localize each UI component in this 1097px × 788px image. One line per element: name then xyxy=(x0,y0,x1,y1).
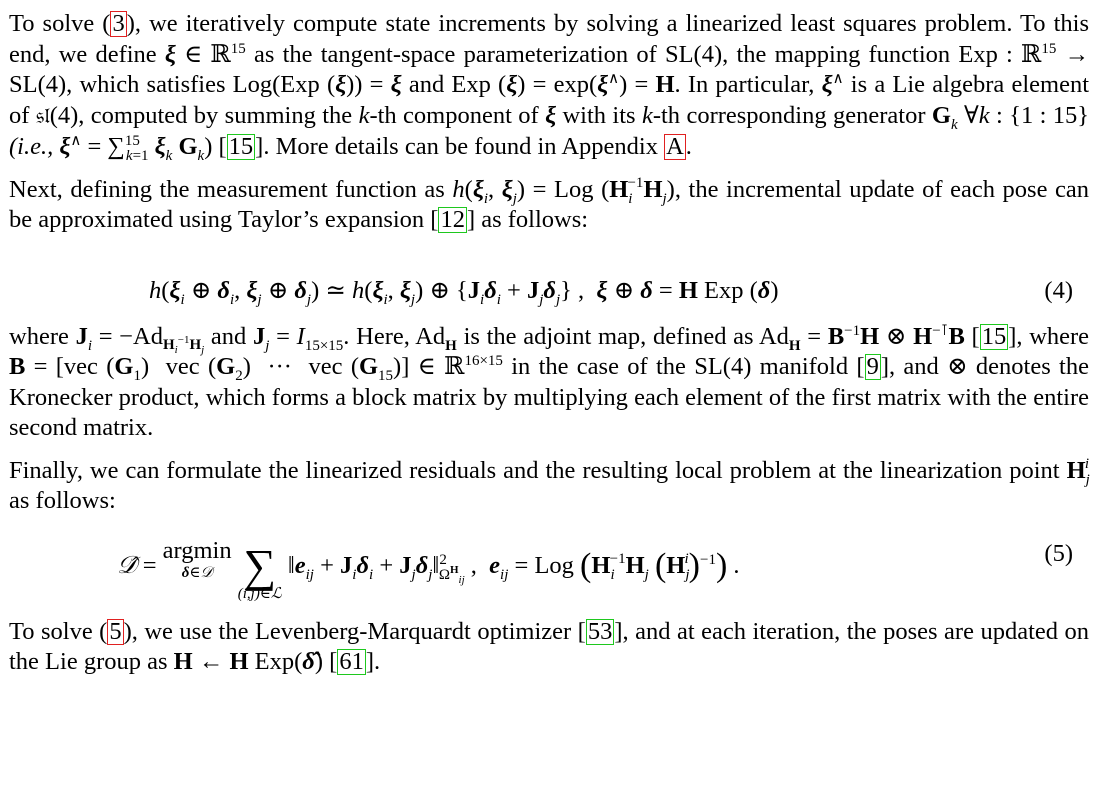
math: ξ∧ xyxy=(821,70,844,98)
math: H ← H Exp(δ̂) xyxy=(173,648,324,675)
math: k xyxy=(358,101,370,129)
text: . Here, xyxy=(343,322,410,350)
text: , computed by summing the xyxy=(78,101,353,129)
text: ], and ⊗ denotes the Kronecker product, which forms a block matrix by multiplying each element of the first matrix with the entire second matrix. xyxy=(9,353,1089,441)
text: which satisfies xyxy=(79,71,226,98)
math: $Ad_H = B^{-1}H$ ⊗ H−⊺B xyxy=(758,322,965,354)
ref-9-link[interactable]: 9 xyxy=(866,353,879,380)
math: $H_j^i$ xyxy=(1066,456,1090,488)
text: manifold [ xyxy=(759,353,865,380)
text: is the adjoint map, defined as xyxy=(463,322,754,350)
text: where xyxy=(9,322,69,350)
equation-5 xyxy=(9,536,1089,617)
paper-page xyxy=(9,9,1089,678)
math: Log(Exp (ξ)) = ξ xyxy=(232,71,402,98)
equation-4-body: $h(\xi_i$ ⊕ $\delta_i$, $\xi_j$ ⊕ $\delta_j$) ≃ $h(\xi_i$, $\xi_j$) ⊕ $\{J_i\delta_i + J_j\delta_j\}$ , ξ ⊕ δ = H Exp (δ) xyxy=(149,276,779,308)
text: ), we use the Levenberg-Marquardt optimizer [ xyxy=(123,617,586,645)
text: ), we iteratively compute state increments by solving a linearized least squares problem. To this end, we define xyxy=(9,10,1089,68)
text: as the tangent-space parameterization of xyxy=(253,40,657,68)
equation-5-number: (5) xyxy=(1044,539,1073,567)
appendix-a-link[interactable]: A xyxy=(666,133,684,160)
equation-5-body: 𝒟̂ = argmin δ∈𝒟 ∑ (i,j)∈ℒ $‖e_{ij} + J_i\delta_i$ + $J_j\delta_j‖^2_{\Omega^H_{ij}}$ , $e_{ij}$ = Log ($H_i^{-1}H_j$ $(H_j^i)^{-1}$) . xyxy=(117,536,740,602)
math: k xyxy=(641,101,653,129)
paragraph-2 xyxy=(9,175,1089,236)
text: as follows: xyxy=(9,487,116,514)
math: $J_i = -Ad_{H_i^{-1}H_j}$ xyxy=(75,322,205,357)
text: . In particular, xyxy=(674,71,815,98)
paragraph-3 xyxy=(9,322,1089,444)
text: To solve ( xyxy=(9,10,111,37)
text: ], where xyxy=(1008,322,1090,350)
paragraph-1: To solve (3), we iteratively compute state increments by solving a linearized least squares problem. To this end, we define ξ ∈ ℝ$^{15}$ as the tangent-space parameterization of SL(4), the mapping function Exp : ℝ$^{15}$ → SL(4), which satisfies Log(Exp (ξ)) = ξ and Exp (ξ) = exp(ξ∧) = H. In particular, ξ∧ is a Lie algebra element of 𝔰𝔩(4), computed by summing the k-th component of ξ with its k-th corresponding generator $G_k$ ∀k : {1 : 15} (i.e., ξ∧ = ∑$^{15}_{k=1}$ $\xi_k$ $G_k$) [15]. More details can be found in Appendix A. xyxy=(9,10,1090,164)
eq5-link[interactable]: 5 xyxy=(109,617,122,645)
text: is a Lie algebra element of xyxy=(9,71,1090,129)
paragraph-5: To solve (5), we use the Levenberg-Marquardt optimizer [53], and at each iteration, the poses are updated on the Lie group as H ← H Exp(δ̂) [61]. xyxy=(9,617,1089,675)
text: To solve ( xyxy=(9,617,108,645)
math: $h(\xi_i$, $\xi_j$) = Log $(H_i^{-1}H_j)$ xyxy=(452,175,675,207)
math: $J_j = I_{15\times 15}$ xyxy=(253,322,344,354)
ref-61-link[interactable]: 61 xyxy=(339,648,364,675)
text: -th corresponding generator xyxy=(652,101,926,129)
text: ]. More details can be found in Appendix xyxy=(255,133,658,160)
text: Finally, we can formulate the linearized residuals and the resulting local problem at the linearization point xyxy=(9,456,1060,484)
math: B = [vec $(G_1)$ vec $(G_2)$ ··· vec $(G_{15})$] ∈ ℝ$^{16\times 15}$ xyxy=(9,352,503,384)
text: and xyxy=(210,322,247,350)
text: [ xyxy=(329,648,338,675)
text: , the incremental update of each pose can be approximated using Taylor’s expansion [ xyxy=(9,175,1090,233)
ref-15-link[interactable]: 15 xyxy=(228,133,254,160)
text: with its xyxy=(562,101,636,129)
text: in the case of the xyxy=(511,353,686,380)
math: 𝔰𝔩(4) xyxy=(35,101,79,129)
math: Exp (ξ) = exp(ξ∧) = H xyxy=(451,70,675,98)
ref-15-link[interactable]: 15 xyxy=(981,322,1007,350)
eq3-link[interactable]: 3 xyxy=(112,10,125,37)
ref-53-link[interactable]: 53 xyxy=(587,617,613,645)
math: $Ad_H$ xyxy=(415,322,457,354)
math: Exp : ℝ$^{15}$ → SL(4), xyxy=(9,40,1090,98)
text: ] as follows: xyxy=(466,206,589,233)
text: [ xyxy=(971,322,980,350)
text: , the mapping function xyxy=(722,40,951,68)
text: ], and at each iteration, the poses are updated on the Lie group as xyxy=(9,617,1089,675)
ref-12-link[interactable]: 12 xyxy=(440,206,465,233)
math: SL(4) xyxy=(664,40,723,68)
text: Next, defining the measurement function as xyxy=(9,175,445,203)
paragraph-4 xyxy=(9,456,1089,517)
math: ξ ∈ ℝ$^{15}$ xyxy=(164,40,246,68)
equation-4-number: (4) xyxy=(1044,276,1073,304)
text: and xyxy=(408,71,445,98)
math: ξ xyxy=(545,101,557,129)
math: ξ∧ = ∑$^{15}_{k=1}$ $\xi_k$ $G_k$ xyxy=(59,132,205,164)
math: $G_k$ ∀k : {1 : 15} xyxy=(931,101,1090,133)
text: -th component of xyxy=(369,101,539,129)
equation-4 xyxy=(9,276,1089,312)
text: (i.e., xyxy=(9,133,54,160)
text: ) [ xyxy=(204,133,227,160)
math: SL(4) xyxy=(694,353,752,380)
